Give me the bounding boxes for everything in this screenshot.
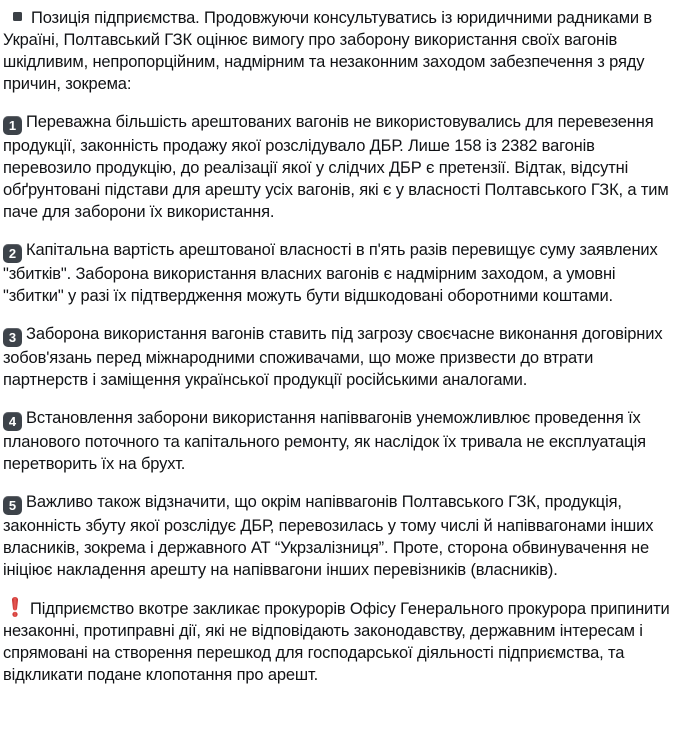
point-4-paragraph — [3, 407, 676, 475]
point-4-text: Встановлення заборони використання напіввагонів унеможливлює проведення їх планового поточного та капітального ремонту, як наслідок їх тривала не експлуатація перетворить їх на брухт. — [3, 409, 646, 473]
point-5-text: Важливо також відзначити, що окрім напіввагонів Полтавського ГЗК, продукція, законність збуту якої розслідує ДБР, перевозилась у тому числі й напіввагонами інших власників, зокрема і державного АТ “Укрзалізниця”. Проте, сторона обвинувачення не ініціює накладення арешту на напіввагони інших перевізників (власників). — [3, 493, 654, 579]
point-2-text: Капітальна вартість арештованої власності в п'ять разів перевищує суму заявлених "збитків". Заборона використання власних вагонів є надмірним заходом, а умовні "збитки" у разі їх підтвердження можуть бути відшкодовані оборотними коштами. — [3, 241, 658, 305]
keycap-1-icon: 1 — [3, 116, 22, 135]
conclusion-paragraph — [3, 597, 676, 686]
point-2-paragraph — [3, 239, 676, 307]
keycap-2-icon: 2 — [3, 244, 22, 263]
intro-text: Позиція підприємства. Продовжуючи консультуватись із юридичними радниками в Україні, Полтавський ГЗК оцінює вимогу про заборону використання своїх вагонів шкідливим, непропорційним, надмірним та незаконним заходом забезпечення з ряду причин, зокрема: — [3, 9, 653, 93]
point-5-paragraph — [3, 491, 676, 581]
point-1-paragraph — [3, 111, 676, 223]
black-small-square-icon — [13, 12, 22, 21]
keycap-4-icon: 4 — [3, 412, 22, 431]
conclusion-text: Підприємство вкотре закликає прокурорів Офісу Генерального прокурора припинити незаконні, протиправні дії, які не відповідають законодавству, державним інтересам і спрямовані на створення перешкод для господарської діяльності підприємства, та відкликати подане клопотання про арешт. — [3, 600, 670, 684]
keycap-3-icon: 3 — [3, 328, 22, 347]
keycap-5-icon: 5 — [3, 496, 22, 515]
red-exclamation-icon — [11, 597, 19, 617]
point-1-text: Переважна більшість арештованих вагонів не використовувались для перевезення продукції, законність продажу якої розслідувало ДБР. Лише 158 із 2382 вагонів перевозило продукцію, до реалізації якої у слідчих ДБР є претензії. Відтак, відсутні обґрунтовані підстави для арешту усіх вагонів, які є у власності Полтавського ГЗК, а тим паче для заборони їх використання. — [3, 113, 669, 221]
point-3-paragraph — [3, 323, 676, 391]
intro-paragraph — [3, 7, 676, 95]
point-3-text: Заборона використання вагонів ставить під загрозу своєчасне виконання договірних зобов'язань перед міжнародними споживачами, що може призвести до втрати партнерств і заміщення української продукції російськими аналогами. — [3, 325, 663, 389]
